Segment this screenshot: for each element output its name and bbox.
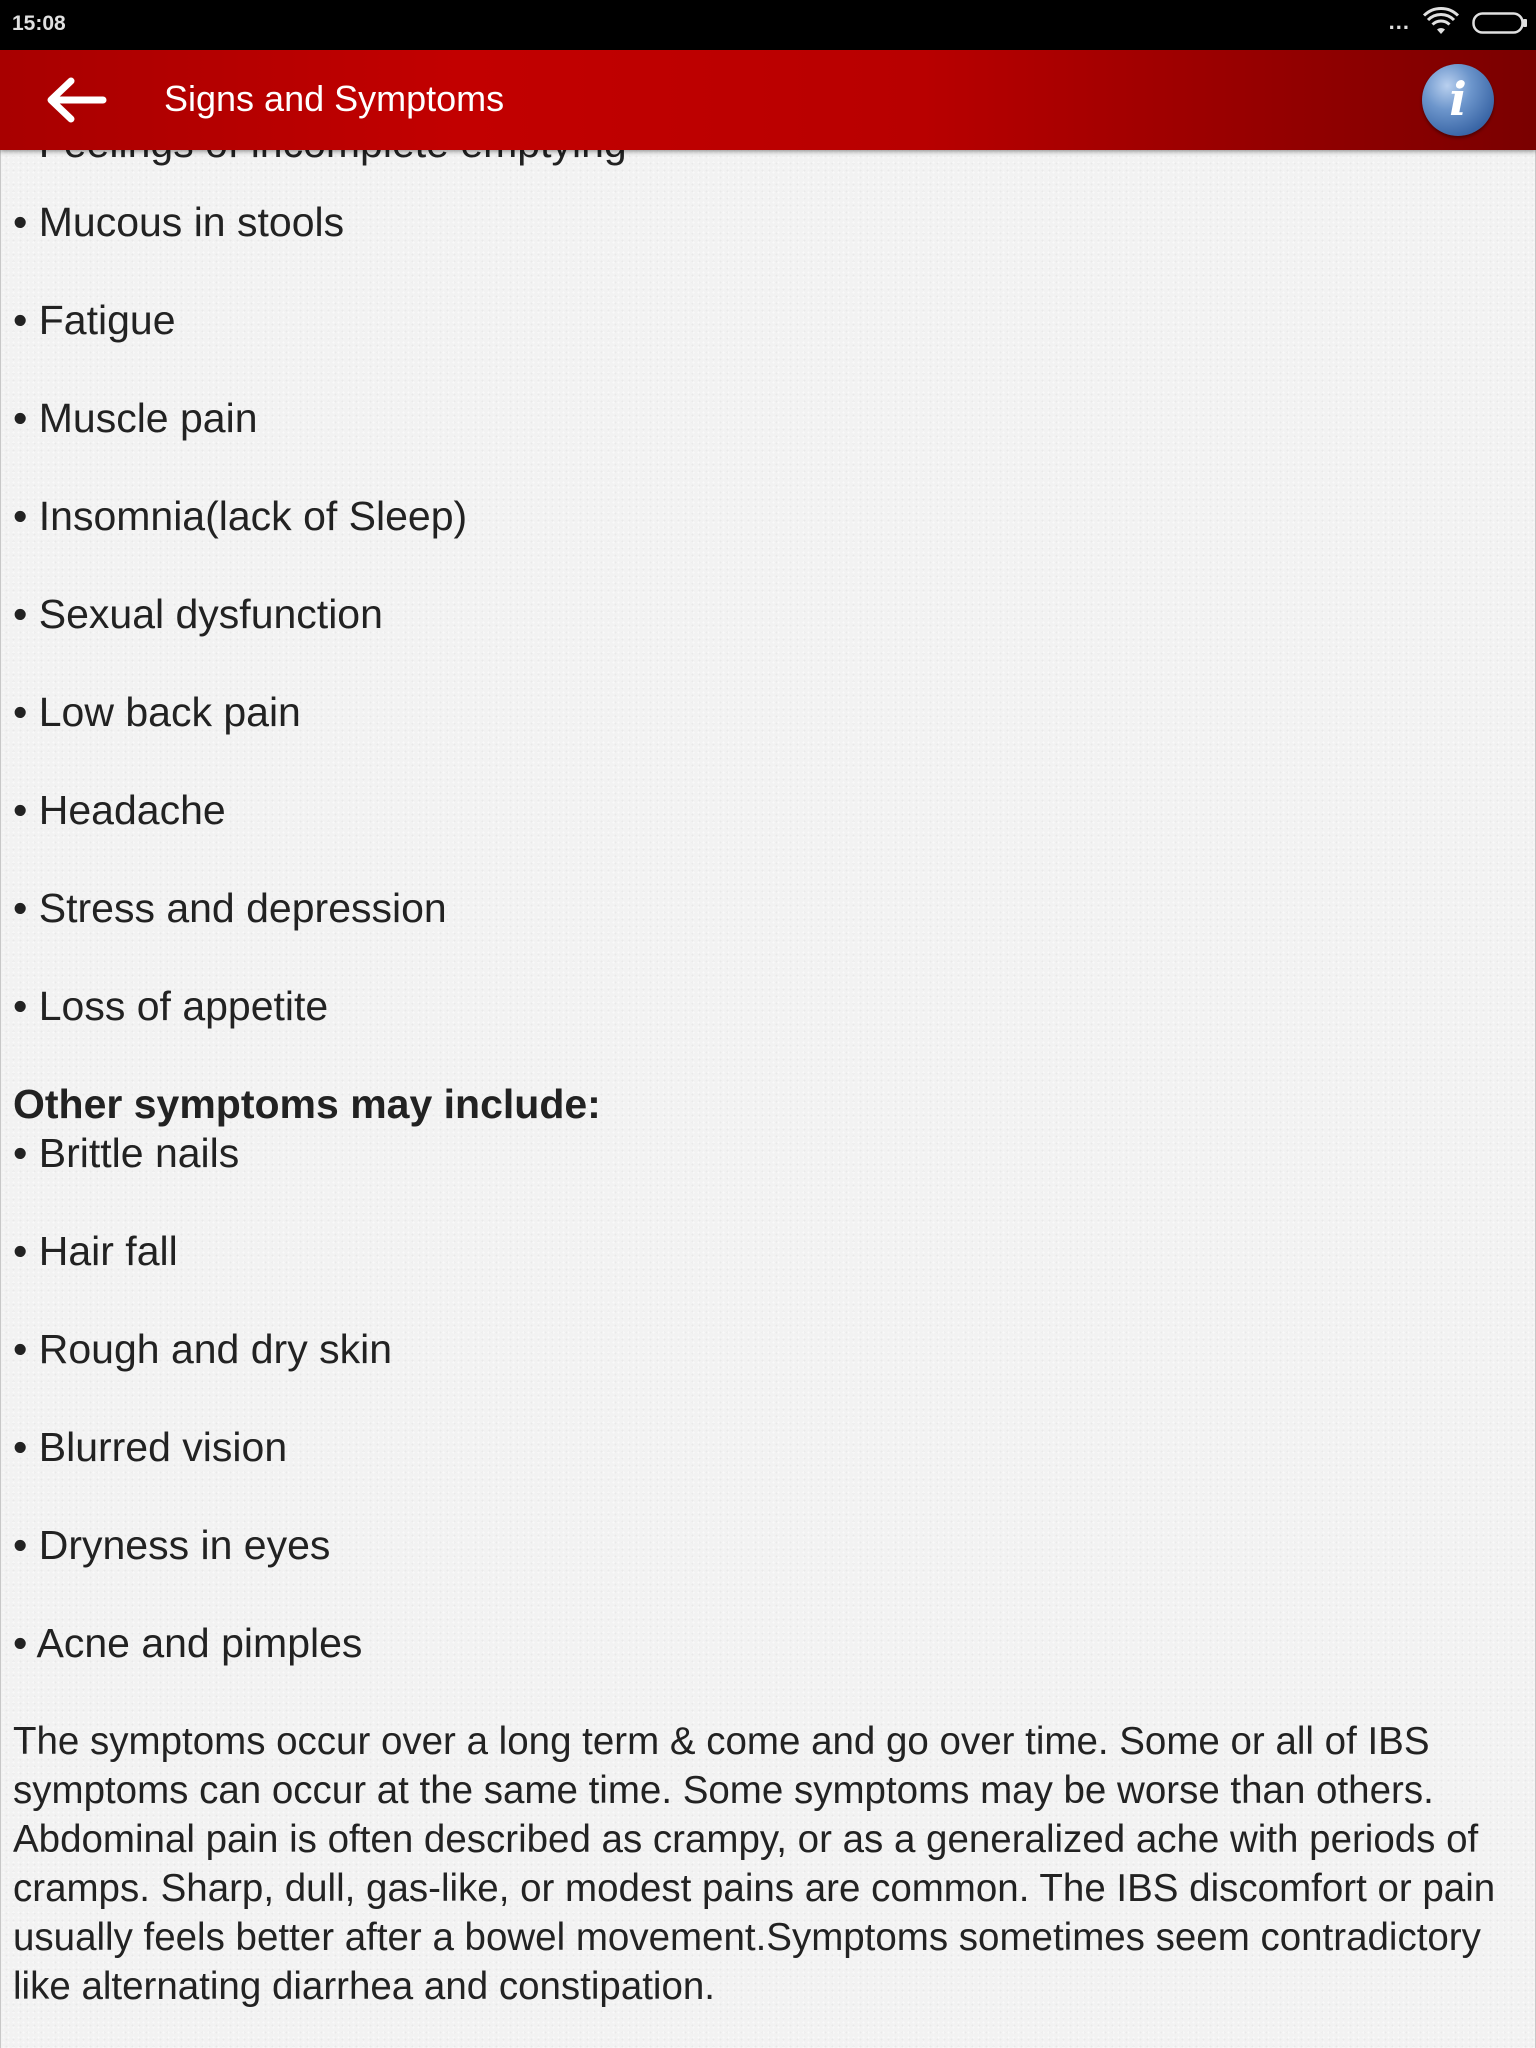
list-item: • Blurred vision [13,1424,288,1470]
description-paragraph: The symptoms occur over a long term & come and go over time. Some or all of IBS symptoms can occur at the same time. Some symptoms may be worse than others. Abdominal pain is often described as crampy, or as a generalized ache with periods of cramps. Sharp, dull, gas-like, or modest pains are common. The IBS discomfort or pain usually feels better after a bowel movement.Symptoms sometimes seem contradictory like alternating diarrhea and constipation. [13,1720,1496,2008]
list-item: • Stress and depression [13,885,447,931]
more-notifications-icon: ... [1388,9,1410,34]
content-scroll-area[interactable] [0,150,1536,2048]
list-item: • Brittle nails [13,1130,240,1176]
status-bar [0,0,1536,50]
list-item: • Rough and dry skin [13,1326,393,1372]
status-icons [1389,10,1528,40]
app-bar [0,50,1536,150]
list-item: • Muscle pain [13,395,258,441]
section-heading: Other symptoms may include: [13,1081,601,1127]
list-item: • Fatigue [13,297,176,343]
status-time: 15:08 [12,12,66,35]
list-item: • Low back pain [13,689,301,735]
wifi-icon [1424,10,1458,41]
symptoms-text [13,198,1513,2011]
list-item: • Mucous in stools [13,199,345,245]
battery-icon [1472,12,1528,39]
list-item: • Headache [13,787,226,833]
list-item: • Loss of appetite [13,983,329,1029]
list-item: • Sexual dysfunction [13,591,383,637]
info-icon: i [1449,72,1467,126]
list-item: • Dryness in eyes [13,1522,331,1568]
list-item: • Insomnia(lack of Sleep) [13,493,468,539]
back-arrow-icon [43,76,107,124]
list-item: • Acne and pimples [13,1620,363,1666]
list-item: • Hair fall [13,1228,178,1274]
page-title: Signs and Symptoms [164,78,505,119]
info-button[interactable] [1422,64,1494,136]
back-button[interactable] [30,70,120,130]
